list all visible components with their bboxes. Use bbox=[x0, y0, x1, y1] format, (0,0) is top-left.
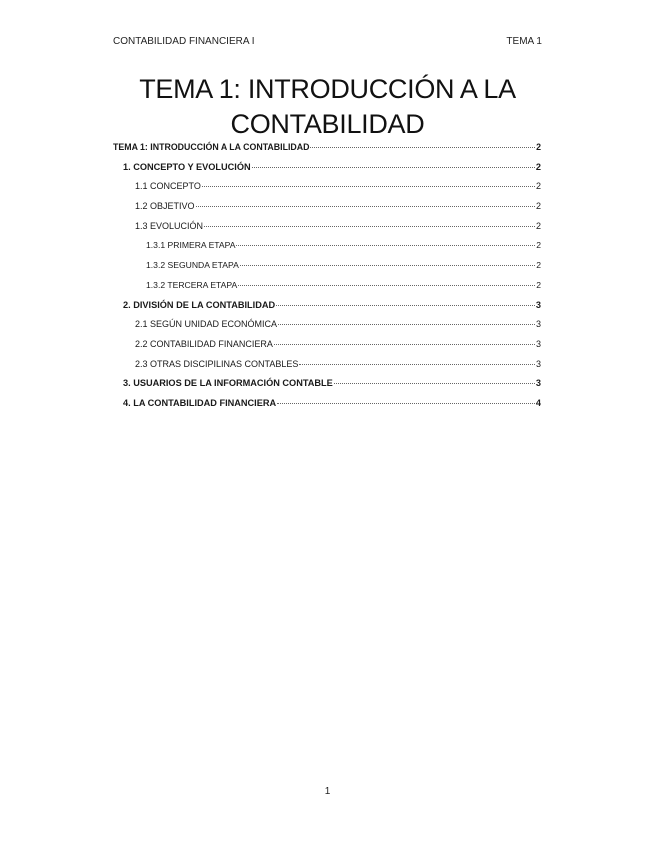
toc-entry[interactable] bbox=[113, 359, 541, 379]
toc-leader-dots bbox=[202, 186, 535, 187]
toc-entry-page: 2 bbox=[535, 161, 541, 172]
toc-entry-label: 1.3.2 TERCERA ETAPA bbox=[146, 279, 238, 290]
toc-entry-page: 3 bbox=[535, 338, 541, 349]
toc-entry-label: 1.1 CONCEPTO bbox=[135, 181, 201, 192]
toc-entry[interactable] bbox=[113, 378, 541, 398]
toc-leader-dots bbox=[278, 324, 535, 325]
toc-entry-page: 2 bbox=[536, 142, 541, 152]
toc-leader-dots bbox=[236, 245, 535, 246]
toc-entry-page: 3 bbox=[535, 358, 541, 369]
toc-leader-dots bbox=[204, 226, 535, 227]
toc-entry-label: 1.3.1 PRIMERA ETAPA bbox=[146, 240, 236, 251]
toc-entry-label: 1.3 EVOLUCIÓN bbox=[135, 220, 204, 231]
toc-entry-label: 2.3 OTRAS DISCIPILINAS CONTABLES bbox=[135, 358, 299, 369]
toc-leader-dots bbox=[196, 206, 535, 207]
toc-entry-page: 2 bbox=[536, 279, 541, 290]
toc-leader-dots bbox=[334, 383, 535, 384]
toc-entry-page: 2 bbox=[535, 181, 541, 192]
toc-entry[interactable] bbox=[113, 319, 541, 339]
toc-entry-page: 3 bbox=[535, 299, 541, 310]
page-number: 1 bbox=[324, 786, 331, 797]
toc-entry[interactable] bbox=[113, 181, 541, 201]
toc-entry-page: 2 bbox=[535, 220, 541, 231]
toc-leader-dots bbox=[299, 364, 535, 365]
page-header bbox=[113, 36, 542, 47]
toc-leader-dots bbox=[252, 167, 535, 168]
toc-entry-page: 3 bbox=[535, 319, 541, 330]
toc-entry-label: 3. USUARIOS DE LA INFORMACIÓN CONTABLE bbox=[123, 378, 333, 389]
toc-entry-page: 2 bbox=[536, 260, 541, 271]
toc-entry[interactable] bbox=[113, 240, 541, 260]
toc-entry-label: 2.1 SEGÚN UNIDAD ECONÓMICA bbox=[135, 319, 278, 330]
title-line-2: CONTABILIDAD bbox=[230, 109, 425, 139]
table-of-contents bbox=[113, 142, 541, 418]
toc-leader-dots bbox=[276, 305, 535, 306]
toc-entry-label: 1. CONCEPTO Y EVOLUCIÓN bbox=[123, 161, 251, 172]
toc-entry-page: 3 bbox=[535, 378, 541, 389]
toc-entry-label: 2. DIVISIÓN DE LA CONTABILIDAD bbox=[123, 299, 276, 310]
header-topic-label: TEMA 1 bbox=[506, 36, 542, 47]
toc-entry-label: 4. LA CONTABILIDAD FINANCIERA bbox=[123, 397, 277, 408]
toc-entry[interactable] bbox=[113, 162, 541, 182]
toc-entry-page: 2 bbox=[536, 240, 541, 251]
toc-leader-dots bbox=[277, 403, 535, 404]
toc-entry[interactable] bbox=[113, 280, 541, 300]
toc-entry[interactable] bbox=[113, 221, 541, 241]
document-title bbox=[60, 72, 595, 142]
toc-entry-label: 1.3.2 SEGUNDA ETAPA bbox=[146, 260, 239, 271]
toc-entry-page: 2 bbox=[535, 201, 541, 212]
title-line-1: TEMA 1: INTRODUCCIÓN A LA bbox=[139, 74, 516, 104]
toc-entry[interactable] bbox=[113, 260, 541, 280]
toc-leader-dots bbox=[274, 344, 535, 345]
toc-entry[interactable] bbox=[113, 339, 541, 359]
toc-entry-label: TEMA 1: INTRODUCCIÓN A LA CONTABILIDAD bbox=[113, 142, 310, 152]
toc-leader-dots bbox=[238, 285, 535, 286]
toc-entry-label: 2.2 CONTABILIDAD FINANCIERA bbox=[135, 338, 273, 349]
toc-leader-dots bbox=[240, 265, 535, 266]
toc-entry[interactable] bbox=[113, 398, 541, 418]
toc-entry-label: 1.2 OBJETIVO bbox=[135, 201, 195, 212]
toc-entry[interactable] bbox=[113, 142, 541, 162]
toc-leader-dots bbox=[310, 147, 535, 148]
header-course-title: CONTABILIDAD FINANCIERA I bbox=[113, 36, 255, 47]
toc-entry-page: 4 bbox=[535, 397, 541, 408]
toc-entry[interactable] bbox=[113, 300, 541, 320]
toc-entry[interactable] bbox=[113, 201, 541, 221]
